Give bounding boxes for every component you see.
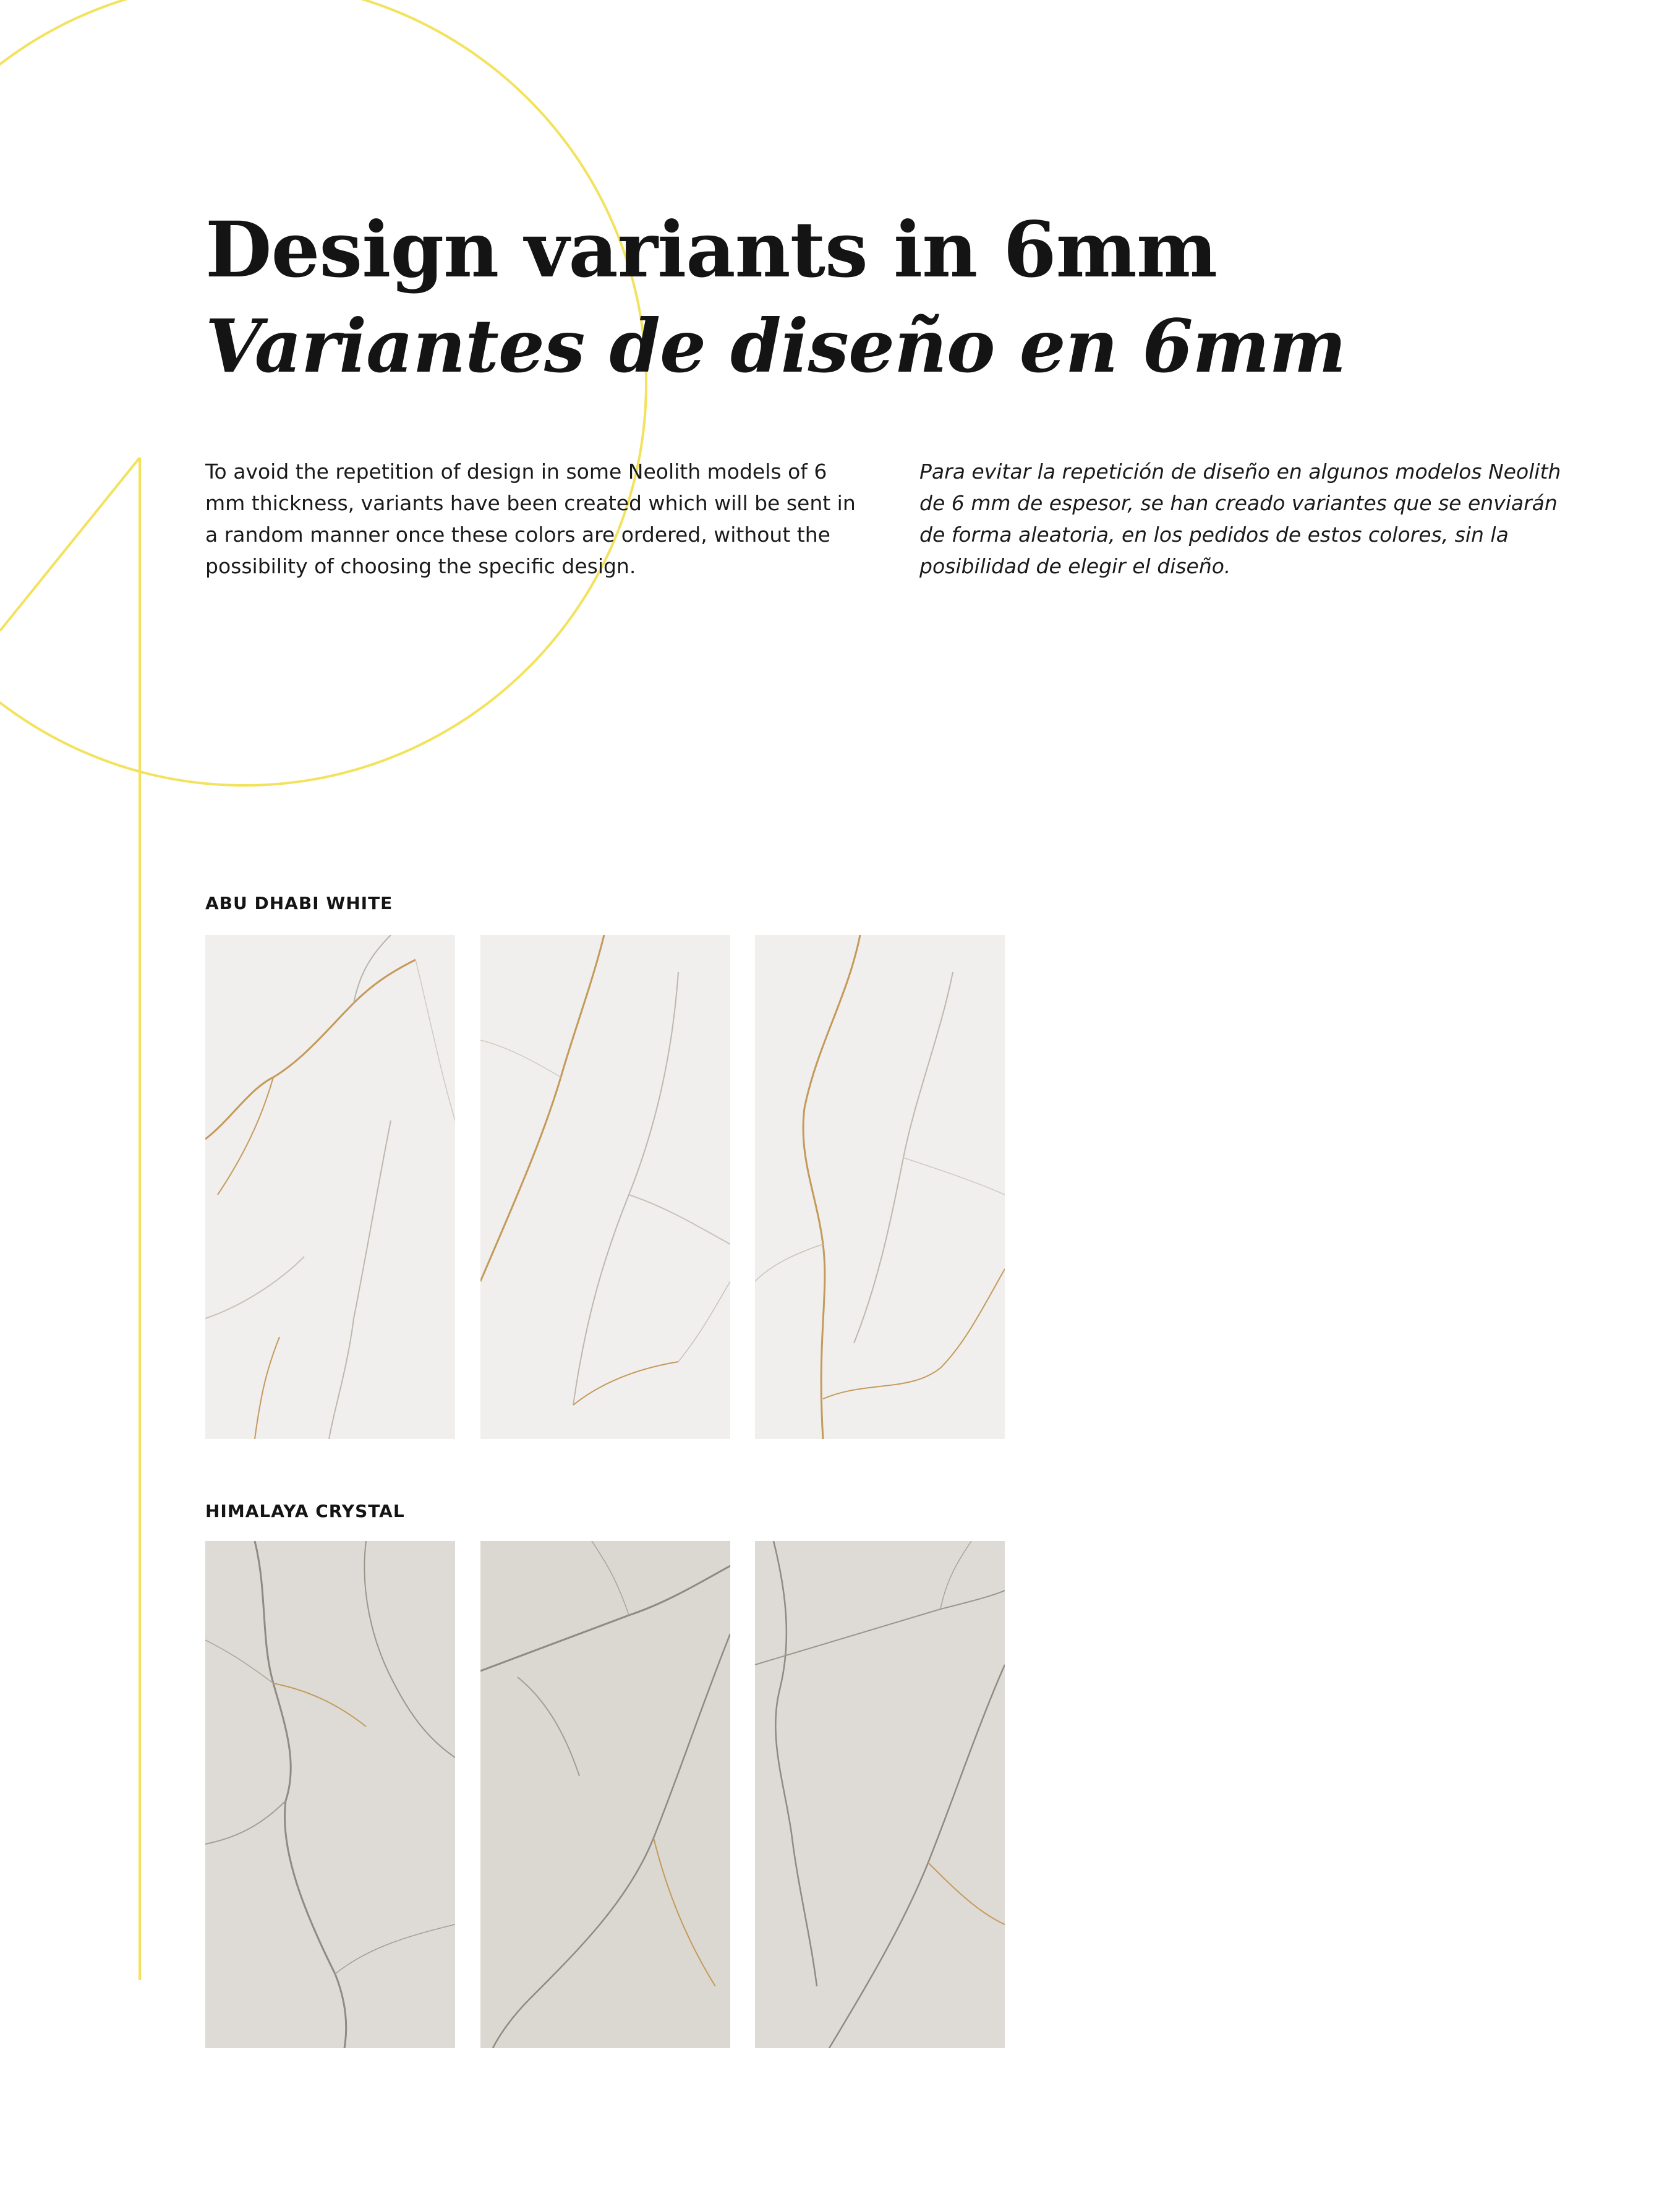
himalaya-crystal-variant-2: [480, 1541, 730, 2048]
group-label-abu-dhabi-white: ABU DHABI WHITE: [205, 893, 393, 913]
abu-dhabi-white-variant-2: [480, 935, 730, 1439]
page-title: Design variants in 6mm: [205, 205, 1217, 295]
page-title-spanish: Variantes de diseño en 6mm: [205, 303, 1346, 389]
himalaya-crystal-variant-1: [205, 1541, 455, 2048]
decorative-circle: [0, 0, 646, 785]
abu-dhabi-white-variant-3: [755, 935, 1005, 1439]
abu-dhabi-white-variant-1: [205, 935, 455, 1439]
group-label-himalaya-crystal: HIMALAYA CRYSTAL: [205, 1501, 405, 1521]
intro-text-english: To avoid the repetition of design in some Neolith models of 6 mm thickness, variants have been created which will be sent in a random manner once these colors are ordered, without the possibility of choosing the specific design.: [205, 459, 856, 578]
himalaya-crystal-variant-3: [755, 1541, 1005, 2048]
intro-text-spanish: Para evitar la repetición de diseño en algunos modelos Neolith de 6 mm de espesor, se han creado variantes que se enviarán de forma aleatoria, en los pedidos de estos colores, sin la posibilidad de elegir el diseño.: [919, 459, 1561, 578]
decorative-diagonal-line: [0, 458, 140, 631]
